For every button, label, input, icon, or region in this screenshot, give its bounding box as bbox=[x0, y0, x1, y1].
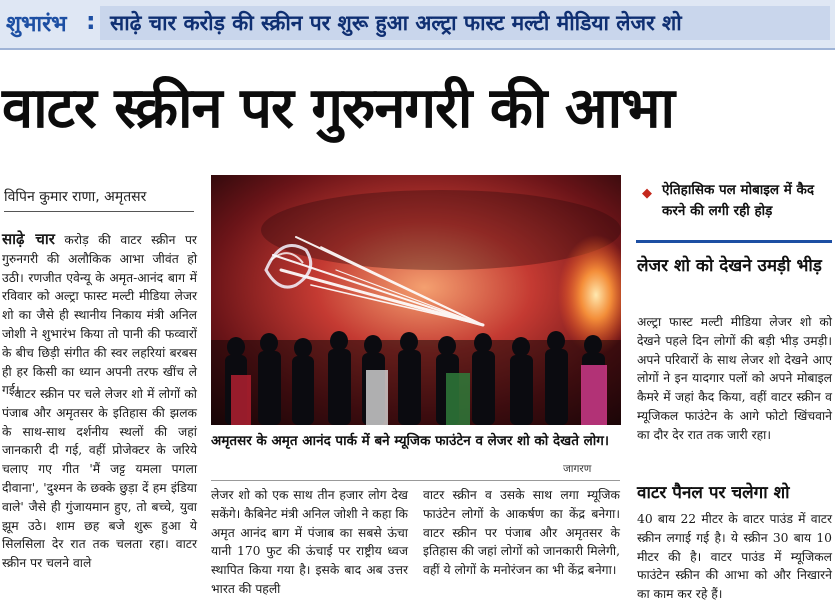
lead-in: साढ़े चार bbox=[2, 230, 55, 248]
sidebar-heading-1: लेजर शो को देखने उमड़ी भीड़ bbox=[637, 256, 822, 276]
paragraph-3: लेजर शो को एक साथ तीन हजार लोग देख सकेंगे। कैबिनेट मंत्री अनिल जोशी ने कहा कि अमृत आनंद बाग में पंजाब का सबसे ऊंचा यानी 170 फुट की ऊंचाई पर राष्ट्रीय ध्वज स्थापित किया गया है। इसके बाद अब उत्तर भारत की पहली bbox=[211, 488, 408, 596]
highlight-text: ऐतिहासिक पल मोबाइल में कैद करने की लगी रही होड़ bbox=[662, 182, 815, 219]
photo-credit: जागरण bbox=[563, 463, 592, 475]
headline: वाटर स्क्रीन पर गुरुनगरी की आभा bbox=[2, 76, 674, 141]
sidebar-paragraph-1: अल्ट्रा फास्ट मल्टी मीडिया लेजर शो को देखने पहले दिन लोगों की बड़ी भीड़ उमड़ी। अपने परिवारों के साथ लेजर शो देखने आए लोगों ने इन यादगार पलों को अपने मोबाइल कैमरे में जहां कैद किया, वहीं वाटर स्क्रीन व म्यूजिकल फाउंटेन के आगे फोटो खिंचवाने का दौर देर रात तक जारी रहा। bbox=[637, 315, 832, 442]
paragraph-4: वाटर स्क्रीन व उसके साथ लगा म्यूजिक फाउंटेन लोगों के आकर्षण का केंद्र बनेगा। वाटर स्क्रीन पर पंजाब और अमृतसर के इतिहास की जहां लोगों को जानकारी मिलेगी, वहीं ये लोगों के मनोरंजन का भी केंद्र बनेगा। bbox=[423, 488, 620, 578]
laser-show-photo bbox=[211, 175, 621, 425]
article-column-1 bbox=[2, 230, 197, 400]
paragraph-2: वाटर स्क्रीन पर चले लेजर शो में लोगों को पंजाब और अमृतसर के इतिहास की झलक के साथ-साथ दर्शनीय स्थलों की जहां जानकारी दी गई, वहीं प्रोजेक्टर के जरिये चलाए गए गीत 'मैं जट्ट यमला पगला दीवाना', 'दुश्मन के छक्के छुड़ा दें हम इंडिया वाले' जैसे ही गुंजायमान हुए, तो बच्चे, युवा झूम उठे। शाम छह बजे शुरू हुआ ये सिलसिला देर रात तक चलता रहा। वाटर स्क्रीन पर चलने वाले bbox=[2, 387, 197, 571]
article-column-1-cont bbox=[2, 385, 197, 573]
sidebar-divider bbox=[636, 240, 832, 243]
article-column-2 bbox=[211, 486, 408, 599]
photo-caption: अमृतसर के अमृत आनंद पार्क में बने म्यूजिक फाउंटेन व लेजर शो को देखते लोग। bbox=[211, 433, 609, 449]
paragraph-1: करोड़ की वाटर स्क्रीन पर गुरुनगरी की अलौकिक आभा जीवंत हो उठी। रणजीत एवेन्यू के अमृत-आनंद बाग में रविवार को अल्ट्रा फास्ट मल्टी मीडिया लेजर शो का जैसे ही स्थानीय निकाय मंत्री अनिल जोशी ने शुभारंभ किया तो पानी की फव्वारों के बीच छिड़ी संगीत की स्वर लहरियां बरबस ही हर किसी का ध्यान अपनी तरफ खींच ले गई। bbox=[2, 233, 197, 398]
article-column-3 bbox=[423, 486, 620, 580]
kicker-label: शुभारंभ bbox=[6, 12, 67, 37]
byline-divider bbox=[4, 211, 194, 212]
byline: विपिन कुमार राणा, अमृतसर bbox=[4, 189, 147, 205]
subheadline: साढ़े चार करोड़ की स्क्रीन पर शुरू हुआ अल्ट्रा फास्ट मल्टी मीडिया लेजर शो bbox=[110, 11, 682, 35]
diamond-bullet-icon: ◆ bbox=[642, 186, 652, 201]
caption-divider bbox=[211, 480, 620, 481]
sidebar-heading-2: वाटर पैनल पर चलेगा शो bbox=[637, 483, 790, 503]
kicker-colon: : bbox=[86, 7, 96, 35]
sidebar-paragraph-2: 40 बाय 22 मीटर के वाटर पाउंड में वाटर स्क्रीन लगाई गई है। ये स्क्रीन 30 बाय 10 मीटर की है। वाटर पाउंड में म्यूजिकल फाउंटेन स्क्रीन की आभा को और निखारने का काम कर रहे हैं। bbox=[637, 512, 832, 602]
news-photo bbox=[211, 175, 621, 425]
